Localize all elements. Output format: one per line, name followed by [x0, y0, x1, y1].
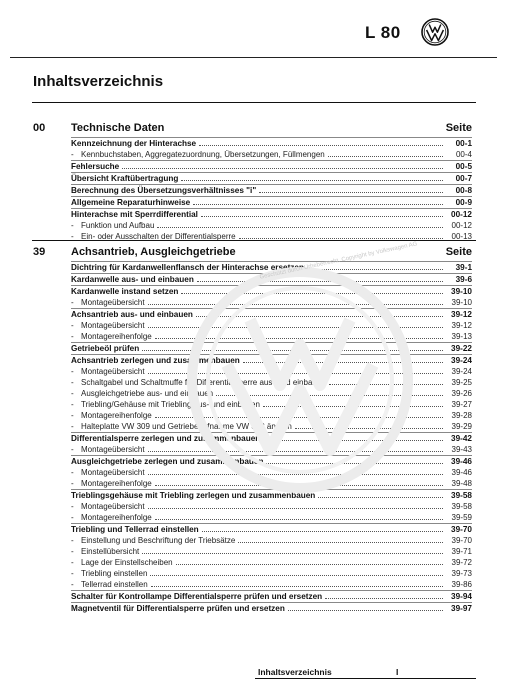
dot-leader — [263, 405, 443, 407]
dot-leader — [202, 530, 443, 532]
toc-entry-text: Funktion und Aufbau — [81, 221, 155, 230]
bullet-dash: - — [71, 580, 74, 589]
toc-subentry — [71, 388, 472, 399]
toc-subentry — [71, 535, 472, 546]
dot-leader — [196, 315, 443, 317]
toc-subentry — [71, 377, 472, 388]
dot-leader — [288, 609, 443, 611]
dot-leader — [155, 416, 443, 418]
toc-entry-page: 39-27 — [451, 400, 472, 409]
bullet-dash: - — [71, 569, 74, 578]
section-number: 39 — [33, 246, 46, 258]
dot-leader — [122, 167, 443, 169]
toc-entry — [71, 354, 472, 366]
toc-subentry — [71, 557, 472, 568]
toc-entry-page: 00-9 — [455, 198, 472, 207]
toc-entry — [71, 137, 472, 149]
toc-entry — [71, 208, 472, 220]
document-title: Inhaltsverzeichnis — [33, 73, 164, 90]
toc-subentry — [71, 579, 472, 590]
dot-leader — [142, 552, 443, 554]
bullet-dash: - — [71, 378, 74, 387]
bullet-dash: - — [71, 321, 74, 330]
bullet-dash: - — [71, 411, 74, 420]
toc-entry-page: 39-46 — [451, 457, 472, 466]
dot-leader — [266, 462, 443, 464]
dot-leader — [238, 541, 443, 543]
bullet-dash: - — [71, 400, 74, 409]
toc-subentry — [71, 421, 472, 432]
toc-subentry — [71, 512, 472, 523]
bullet-dash: - — [71, 445, 74, 454]
bullet-dash: - — [71, 547, 74, 556]
dot-leader — [325, 597, 443, 599]
dot-leader — [239, 237, 443, 239]
dot-leader — [155, 337, 443, 339]
toc-entry-text: Trieblingsgehäuse mit Triebling zerlegen und zusammenbauen — [71, 491, 316, 500]
toc-entry-text: Montagereihenfolge — [81, 479, 152, 488]
toc-entry-page: 39-59 — [451, 513, 472, 522]
dot-leader — [307, 268, 443, 270]
toc-entry-text: Montageübersicht — [81, 321, 145, 330]
section-title: Technische Daten — [71, 122, 165, 134]
toc-subentry — [71, 467, 472, 478]
bullet-dash: - — [71, 298, 74, 307]
toc-entry-page: 39-22 — [451, 344, 472, 353]
section-rule — [32, 240, 476, 241]
toc-subentry — [71, 331, 472, 342]
dot-leader — [148, 507, 443, 509]
page-column-header: Seite — [445, 246, 472, 258]
toc-subentry — [71, 297, 472, 308]
toc-subentry — [71, 399, 472, 410]
toc-entry-text: Lage der Einstellscheiben — [81, 558, 173, 567]
toc-entry-text: Dichtring für Kardanwellenflansch der Hinterachse ersetzen — [71, 263, 304, 272]
section-number: 00 — [33, 122, 46, 134]
toc-entry-text: Berechnung des Übersetzungsverhältnisses "i" — [71, 186, 257, 195]
toc-entry-text: Magnetventil für Differentialsperre prüfen und ersetzen — [71, 604, 285, 613]
dot-leader — [176, 563, 443, 565]
dot-leader — [243, 361, 443, 363]
toc-entry — [71, 590, 472, 602]
bullet-dash: - — [71, 502, 74, 511]
toc-entry-text: Montagereihenfolge — [81, 411, 152, 420]
dot-leader — [328, 155, 443, 157]
toc-entry-page: 00-12 — [451, 221, 472, 230]
toc-entry-text: Kardanwelle instand setzen — [71, 287, 179, 296]
toc-entry-page: 39-72 — [451, 558, 472, 567]
toc-entry — [71, 184, 472, 196]
dot-leader — [148, 450, 443, 452]
dot-leader — [181, 292, 443, 294]
vw-logo-icon — [421, 18, 449, 46]
toc-entry-page: 00-12 — [451, 210, 472, 219]
toc-subentry — [71, 568, 472, 579]
dot-leader — [155, 518, 443, 520]
toc-entry — [71, 342, 472, 354]
section-entries — [71, 261, 472, 614]
dot-leader — [142, 349, 443, 351]
toc-entry-page: 39-58 — [451, 502, 472, 511]
dot-leader — [151, 585, 443, 587]
toc-entry — [71, 489, 472, 501]
toc-entry-page: 39-48 — [451, 479, 472, 488]
dot-leader — [197, 280, 443, 282]
toc-subentry — [71, 444, 472, 455]
toc-entry-text: Ausgleichgetriebe aus- und einbauen — [81, 389, 214, 398]
toc-entry-text: Montagereihenfolge — [81, 332, 152, 341]
toc-entry-text: Kardanwelle aus- und einbauen — [71, 275, 194, 284]
toc-entry-text: Übersicht Kraftübertragung — [71, 174, 179, 183]
bullet-dash: - — [71, 422, 74, 431]
toc-entry-text: Montageübersicht — [81, 298, 145, 307]
dot-leader — [193, 203, 443, 205]
toc-entry-text: Triebling und Tellerrad einstellen — [71, 525, 199, 534]
title-rule — [32, 102, 476, 103]
bullet-dash: - — [71, 558, 74, 567]
toc-entry-text: Schalter für Kontrollampe Differentialsperre prüfen und ersetzen — [71, 592, 323, 601]
bullet-dash: - — [71, 389, 74, 398]
bullet-dash: - — [71, 332, 74, 341]
toc-entry-page: 39-13 — [451, 332, 472, 341]
toc-entry-text: Montageübersicht — [81, 367, 145, 376]
toc-entry-page: 39-86 — [451, 580, 472, 589]
footer-rule — [255, 678, 476, 679]
bullet-dash: - — [71, 468, 74, 477]
toc-entry-page: 39-94 — [451, 592, 472, 601]
dot-leader — [150, 574, 443, 576]
toc-subentry — [71, 501, 472, 512]
toc-entry — [71, 160, 472, 172]
bullet-dash: - — [71, 479, 74, 488]
toc-entry — [71, 455, 472, 467]
toc-entry-text: Ein- oder Ausschalten der Differentialsperre — [81, 232, 236, 241]
toc-entry-text: Halteplatte VW 309 und Getriebeaufnahme VW 353 ändern — [81, 422, 292, 431]
toc-entry-page: 39-97 — [451, 604, 472, 613]
toc-entry-page: 39-28 — [451, 411, 472, 420]
toc-subentry — [71, 366, 472, 377]
model-code: L 80 — [365, 23, 401, 42]
dot-leader — [157, 226, 443, 228]
toc-entry-page: 39-71 — [451, 547, 472, 556]
toc-entry-page: 39-1 — [455, 263, 472, 272]
toc-subentry — [71, 220, 472, 231]
toc-entry-text: Montageübersicht — [81, 445, 145, 454]
toc-entry-text: Montageübersicht — [81, 502, 145, 511]
toc-entry-text: Differentialsperre zerlegen und zusammenbauen — [71, 434, 261, 443]
bullet-dash: - — [71, 221, 74, 230]
toc-entry-text: Triebling einstellen — [81, 569, 148, 578]
dot-leader — [263, 439, 443, 441]
toc-entry-page: 00-7 — [455, 174, 472, 183]
section-title: Achsantrieb, Ausgleichgetriebe — [71, 246, 236, 258]
page-column-header: Seite — [445, 122, 472, 134]
toc-entry-text: Einstellung und Beschriftung der Triebsätze — [81, 536, 236, 545]
header-rule — [10, 57, 497, 58]
bullet-dash: - — [71, 232, 74, 241]
toc-entry-page: 39-46 — [451, 468, 472, 477]
toc-entry-text: Kennbuchstaben, Aggregatezuordnung, Übersetzungen, Füllmengen — [81, 150, 325, 159]
toc-entry-page: 39-29 — [451, 422, 472, 431]
dot-leader — [148, 372, 443, 374]
dot-leader — [199, 144, 443, 146]
toc-entry-text: Kennzeichnung der Hinterachse — [71, 139, 197, 148]
toc-entry-text: Montageübersicht — [81, 468, 145, 477]
footer-page-number: I — [396, 667, 399, 677]
toc-entry-page: 39-58 — [451, 491, 472, 500]
toc-entry-page: 39-10 — [451, 298, 472, 307]
dot-leader — [318, 496, 443, 498]
toc-entry-page: 00-4 — [455, 150, 472, 159]
toc-entry-page: 00-13 — [451, 232, 472, 241]
toc-entry-page: 39-26 — [451, 389, 472, 398]
toc-subentry — [71, 410, 472, 421]
toc-entry-text: Achsantrieb zerlegen und zusammenbauen — [71, 356, 240, 365]
bullet-dash: - — [71, 536, 74, 545]
toc-entry-text: Ausgleichgetriebe zerlegen und zusammenbauen — [71, 457, 264, 466]
toc-entry-text: Getriebeöl prüfen — [71, 344, 140, 353]
toc-entry — [71, 523, 472, 535]
toc-entry-page: 00-8 — [455, 186, 472, 195]
footer-title: Inhaltsverzeichnis — [258, 667, 332, 677]
toc-subentry — [71, 149, 472, 160]
toc-entry-page: 39-73 — [451, 569, 472, 578]
toc-entry-page: 39-24 — [451, 367, 472, 376]
toc-entry-page: 39-24 — [451, 356, 472, 365]
dot-leader — [181, 179, 443, 181]
dot-leader — [329, 383, 443, 385]
toc-entry-page: 39-6 — [455, 275, 472, 284]
toc-subentry — [71, 320, 472, 331]
dot-leader — [148, 473, 443, 475]
toc-entry-page: 39-25 — [451, 378, 472, 387]
bullet-dash: - — [71, 367, 74, 376]
watermark-copyright-text: Geschützt durch Urheberrecht. Copyright by Volkswagen AG — [259, 241, 418, 281]
dot-leader — [295, 427, 443, 429]
dot-leader — [148, 326, 443, 328]
toc-entry-text: Tellerrad einstellen — [81, 580, 148, 589]
toc-entry — [71, 172, 472, 184]
toc-entry-page: 39-42 — [451, 434, 472, 443]
toc-entry-text: Fehlersuche — [71, 162, 120, 171]
toc-entry — [71, 432, 472, 444]
bullet-dash: - — [71, 150, 74, 159]
toc-entry-page: 39-12 — [451, 310, 472, 319]
toc-entry-page: 00-5 — [455, 162, 472, 171]
toc-entry-text: Hinterachse mit Sperrdifferential — [71, 210, 198, 219]
toc-entry-page: 39-43 — [451, 445, 472, 454]
toc-entry-text: Einstellübersicht — [81, 547, 140, 556]
toc-subentry — [71, 546, 472, 557]
toc-entry-text: Schaltgabel und Schaltmuffe für Differentialsperre aus- und einbauen — [81, 378, 326, 387]
toc-entry — [71, 308, 472, 320]
dot-leader — [148, 303, 443, 305]
toc-subentry — [71, 478, 472, 489]
bullet-dash: - — [71, 513, 74, 522]
toc-entry — [71, 285, 472, 297]
dot-leader — [259, 191, 443, 193]
dot-leader — [155, 484, 443, 486]
toc-entry — [71, 196, 472, 208]
toc-entry-page: 39-10 — [451, 287, 472, 296]
toc-entry-text: Triebling/Gehäuse mit Triebling aus- und einbauen — [81, 400, 260, 409]
section-entries — [71, 137, 472, 242]
dot-leader — [201, 215, 443, 217]
dot-leader — [216, 394, 443, 396]
toc-entry-page: 39-70 — [451, 525, 472, 534]
toc-entry-text: Achsantrieb aus- und einbauen — [71, 310, 193, 319]
toc-entry-text: Allgemeine Reparaturhinweise — [71, 198, 191, 207]
toc-entry-page: 39-70 — [451, 536, 472, 545]
toc-entry-page: 39-12 — [451, 321, 472, 330]
toc-entry — [71, 602, 472, 614]
toc-entry-page: 00-1 — [455, 139, 472, 148]
toc-entry-text: Montagereihenfolge — [81, 513, 152, 522]
